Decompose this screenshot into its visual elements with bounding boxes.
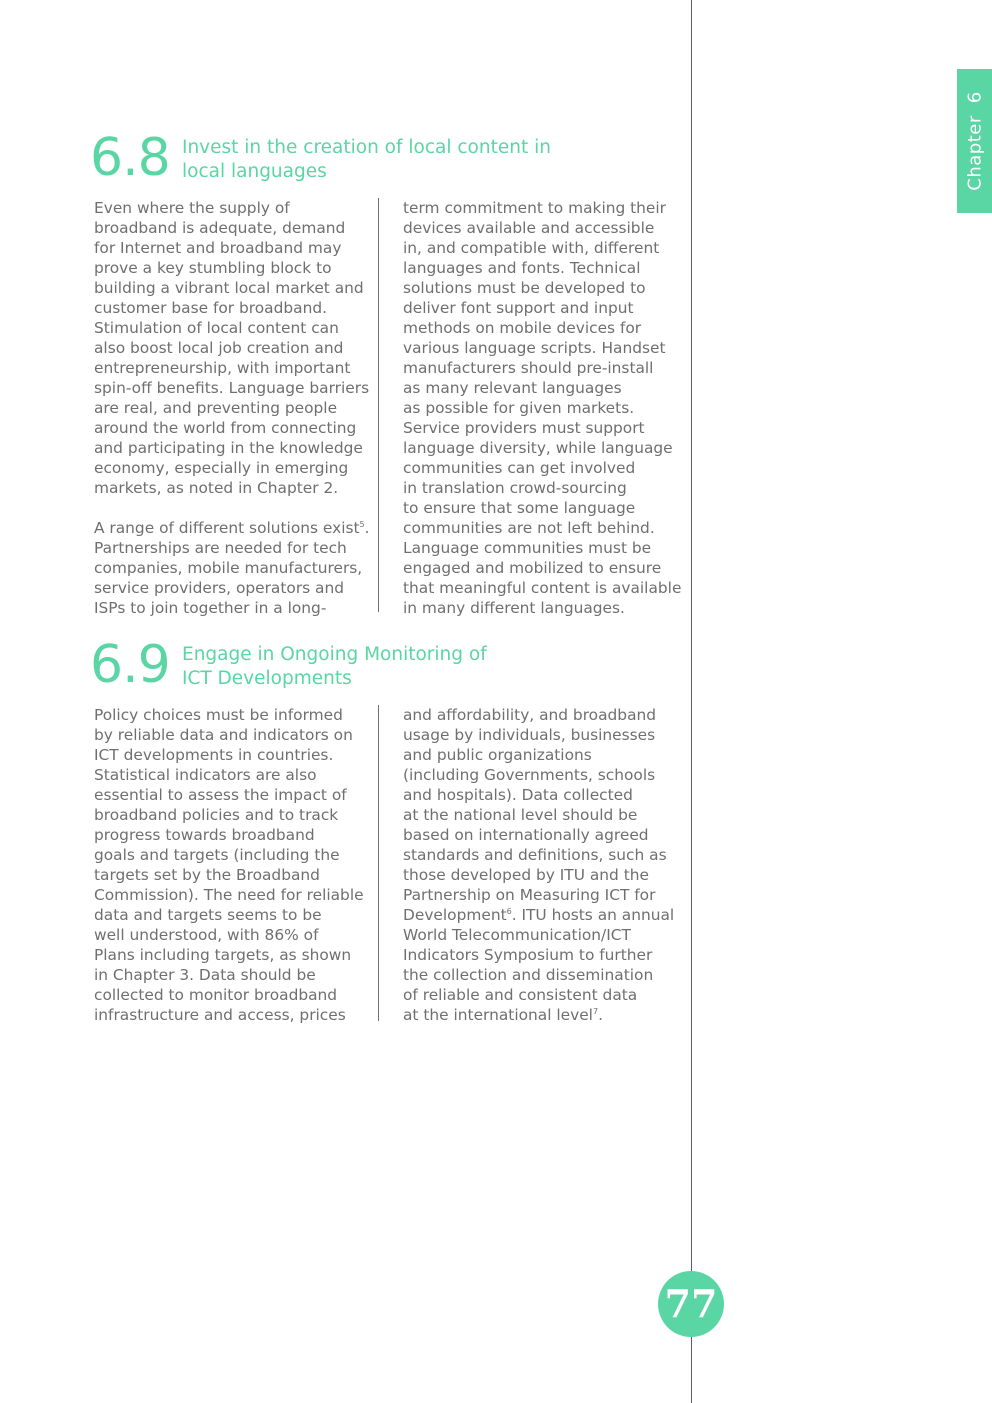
right-column [403,198,681,618]
text-line: progress towards broadband [94,826,315,844]
text-line: languages and fonts. Technical [403,259,641,277]
text-line [403,905,674,925]
left-column [94,705,364,1025]
text-line: economy, especially in emerging [94,459,349,477]
text-line: entrepreneurship, with important [94,359,351,377]
footnote-ref: 7 [592,1006,599,1016]
section-6-8 [90,128,682,617]
text-line [403,1005,674,1025]
text-line: goals and targets (including the [94,846,340,864]
chapter-tab-label [964,91,985,190]
text-line: as many relevant languages [403,379,622,397]
text-line: devices available and accessible [403,219,655,237]
text-line: methods on mobile devices for [403,319,642,337]
section-title [182,643,602,691]
text-line: Stimulation of local content can [94,319,339,337]
text-line: standards and definitions, such as [403,846,667,864]
text-line: language diversity, while language [403,439,673,457]
text-line: based on internationally agreed [403,826,649,844]
text-line: broadband is adequate, demand [94,219,346,237]
text-line: service providers, operators and [94,579,345,597]
right-column [403,705,674,1025]
text-line: and public organizations [403,746,592,764]
text-line: markets, as noted in Chapter 2. [94,479,339,497]
text-line: Commission). The need for reliable [94,886,364,904]
page-vertical-rule [691,0,692,1403]
text-line: World Telecommunication/ICT [403,926,631,944]
text-line: communities can get involved [403,459,636,477]
text-line: manufacturers should pre-install [403,359,654,377]
text-line: of reliable and consistent data [403,986,638,1004]
section-header [90,128,663,198]
chapter-tab [957,69,992,213]
text-line: to ensure that some language [403,499,636,517]
text-line: that meaningful content is available [403,579,682,597]
text-run: . [364,519,370,537]
text-line: essential to assess the impact of [94,786,347,804]
section-number: 6.8 [90,128,170,188]
section-title-line: ICT Developments [182,668,352,689]
text-line: collected to monitor broadband [94,986,338,1004]
section-number: 6.9 [90,635,170,695]
text-line: Service providers must support [403,419,645,437]
text-line: in translation crowd-sourcing [403,479,627,497]
text-line: targets set by the Broadband [94,866,320,884]
text-line: Statistical indicators are also [94,766,317,784]
text-line: also boost local job creation and [94,339,344,357]
text-run: . ITU hosts an annual [511,906,675,924]
text-line: building a vibrant local market and [94,279,364,297]
text-line: Policy choices must be informed [94,706,343,724]
text-line: prove a key stumbling block to [94,259,332,277]
section-title-line: Engage in Ongoing Monitoring of [182,644,487,665]
text-line: in many different languages. [403,599,625,617]
text-line: ICT developments in countries. [94,746,334,764]
page-number: 77 [664,1281,718,1326]
text-line: around the world from connecting [94,419,357,437]
text-run: . [598,1006,603,1024]
text-line: and participating in the knowledge [94,439,363,457]
left-column [94,198,370,618]
page-number-badge [658,1271,724,1337]
chapter-word: Chapter [964,115,985,191]
text-line: Indicators Symposium to further [403,946,653,964]
text-line: infrastructure and access, prices [94,1006,346,1024]
section-title-line: local languages [182,161,327,182]
text-line: in, and compatible with, different [403,239,660,257]
text-line: those developed by ITU and the [403,866,649,884]
text-line: the collection and dissemination [403,966,654,984]
text-run: Development [403,906,507,924]
text-line: Partnership on Measuring ICT for [403,886,656,904]
text-line: customer base for broadband. [94,299,327,317]
text-line: communities are not left behind. [403,519,655,537]
section-header [90,635,663,705]
text-line: well understood, with 86% of [94,926,319,944]
text-line: spin-off benefits. Language barriers [94,379,370,397]
section-6-9 [90,635,675,1024]
section-title [182,136,602,184]
column-divider [378,705,379,1021]
text-line: Plans including targets, as shown [94,946,352,964]
text-line: as possible for given markets. [403,399,635,417]
paragraph [94,518,370,618]
text-run: at the international level [403,1006,593,1024]
footnote-ref: 6 [506,906,512,916]
text-line [94,518,370,538]
text-line: companies, mobile manufacturers, [94,559,363,577]
text-line: various language scripts. Handset [403,339,666,357]
text-line: are real, and preventing people [94,399,338,417]
text-line: Partnerships are needed for tech [94,539,347,557]
paragraph [94,705,364,1025]
section-title-line: Invest in the creation of local content in [182,137,551,158]
text-line: and affordability, and broadband [403,706,657,724]
text-line: term commitment to making their [403,199,666,217]
text-line: at the national level should be [403,806,638,824]
text-line: for Internet and broadband may [94,239,342,257]
text-line: data and targets seems to be [94,906,322,924]
text-line: (including Governments, schools [403,766,656,784]
text-line: engaged and mobilized to ensure [403,559,662,577]
paragraph [403,198,681,618]
text-line: and hospitals). Data collected [403,786,633,804]
text-line: ISPs to join together in a long- [94,599,327,617]
column-divider [378,198,379,612]
text-line: solutions must be developed to [403,279,646,297]
text-line: usage by individuals, businesses [403,726,656,744]
text-line: Language communities must be [403,539,652,557]
text-line: in Chapter 3. Data should be [94,966,316,984]
paragraph [403,705,674,1025]
chapter-number: 6 [964,91,985,104]
text-run: A range of different solutions exist [94,519,360,537]
text-line: deliver font support and input [403,299,634,317]
paragraph [94,198,370,498]
text-line: broadband policies and to track [94,806,339,824]
footnote-ref: 5 [359,519,365,529]
text-line: by reliable data and indicators on [94,726,353,744]
text-line: Even where the supply of [94,199,290,217]
